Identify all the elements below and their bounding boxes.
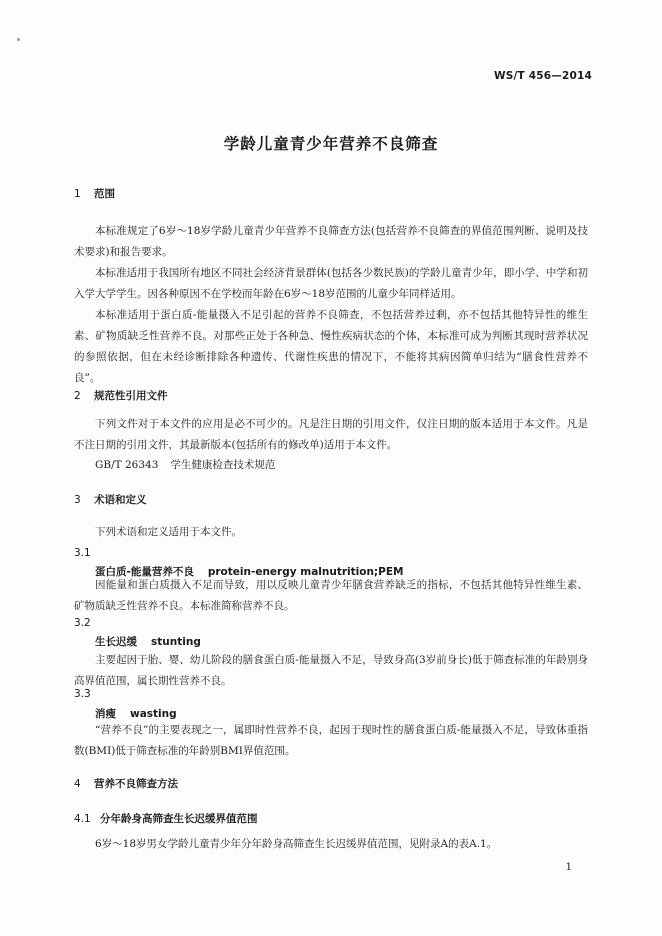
section-3-heading bbox=[74, 492, 147, 507]
section-4-heading bbox=[74, 776, 178, 791]
page-number: 1 bbox=[565, 862, 572, 873]
paragraph: 下列文件对于本文件的应用是必不可少的。凡是注日期的引用文件，仅注日期的版本适用于本文件。凡是不注日期的引用文件，其最新版本(包括所有的修改单)适用于本文件。 bbox=[74, 418, 588, 451]
page-title: 学龄儿童青少年营养不良筛查 bbox=[223, 135, 439, 153]
section-title: 营养不良筛查方法 bbox=[94, 778, 178, 790]
section-number: 2 bbox=[74, 390, 81, 402]
paragraph: 本标准适用于我国所有地区不同社会经济背景群体(包括各少数民族)的学龄儿童青少年，即小学、中学和初入学大学学生。因各种原因不在学校而年龄在6岁～18岁范围的儿童少年同样适用。 bbox=[74, 267, 588, 300]
section-title: 范围 bbox=[94, 188, 115, 200]
section-number: 3 bbox=[74, 494, 81, 506]
term-zh: 消瘦 bbox=[95, 708, 116, 720]
subsection-4-1-heading bbox=[74, 811, 258, 826]
standard-code: WS/T 456—2014 bbox=[493, 70, 592, 82]
section-title: 术语和定义 bbox=[94, 494, 147, 506]
reference-title: 学生健康检查技术规范 bbox=[170, 459, 276, 471]
normative-reference bbox=[95, 457, 275, 472]
paragraph: 6岁～18岁男女学龄儿童青少年分年龄身高筛查生长迟缓界值范围，见附录A的表A.1。 bbox=[95, 838, 498, 850]
section-number: 4 bbox=[74, 778, 81, 790]
term-zh: 蛋白质-能量营养不良 bbox=[95, 566, 194, 578]
term-definition: “营养不良”的主要表现之一，属即时性营养不良，起因于现时性的膳食蛋白质-能量摄入不足，导致体重指数(BMI)低于筛查标准的年龄别BMI界值范围。 bbox=[74, 724, 588, 757]
term-definition: 因能量和蛋白质摄入不足而导致，用以反映儿童青少年膳食营养缺乏的指标，不包括其他特异性维生素、矿物质缺乏性营养不良。本标准简称营养不良。 bbox=[74, 579, 588, 612]
paragraph: 下列术语和定义适用于本文件。 bbox=[95, 526, 242, 538]
term-en: protein-energy malnutrition;PEM bbox=[207, 566, 404, 578]
paragraph: 本标准规定了6岁～18岁学龄儿童青少年营养不良筛查方法(包括营养不良筛查的界值范围判断、说明及技术要求)和报告要求。 bbox=[74, 225, 588, 258]
clause-number: 3.3 bbox=[74, 688, 91, 700]
scan-speck bbox=[17, 38, 20, 41]
term-definition: 主要起因于胎、婴、幼儿阶段的膳食蛋白质-能量摄入不足，导致身高(3岁前身长)低于筛查标准的年龄别身高界值范围，属长期性营养不良。 bbox=[74, 654, 588, 687]
term-en: wasting bbox=[130, 708, 177, 720]
term-en: stunting bbox=[151, 636, 201, 648]
paragraph: 本标准适用于蛋白质-能量摄入不足引起的营养不良筛查，不包括营养过剩，亦不包括其他特异性的维生素、矿物质缺乏性营养不良。对那些正处于各种急、慢性疾病状态的个体，本标准可成为判断其现时营养状况的参照依据，但在未经诊断排除各种遗传、代谢性疾患的情况下，不能将其病因简单归结为“膳食性营养不良”。 bbox=[74, 309, 588, 384]
clause-number: 3.2 bbox=[74, 617, 91, 629]
section-2-heading bbox=[74, 388, 168, 403]
term-zh: 生长迟缓 bbox=[95, 636, 137, 648]
subsection-title: 分年龄身高筛查生长迟缓界值范围 bbox=[100, 813, 258, 825]
clause-number: 3.1 bbox=[74, 547, 91, 559]
term-entry bbox=[95, 634, 201, 649]
section-title: 规范性引用文件 bbox=[94, 390, 168, 402]
reference-code: GB/T 26343 bbox=[95, 459, 159, 471]
section-number: 1 bbox=[74, 188, 81, 200]
term-entry bbox=[95, 706, 177, 721]
subsection-number: 4.1 bbox=[74, 813, 91, 825]
section-1-heading bbox=[74, 186, 115, 201]
